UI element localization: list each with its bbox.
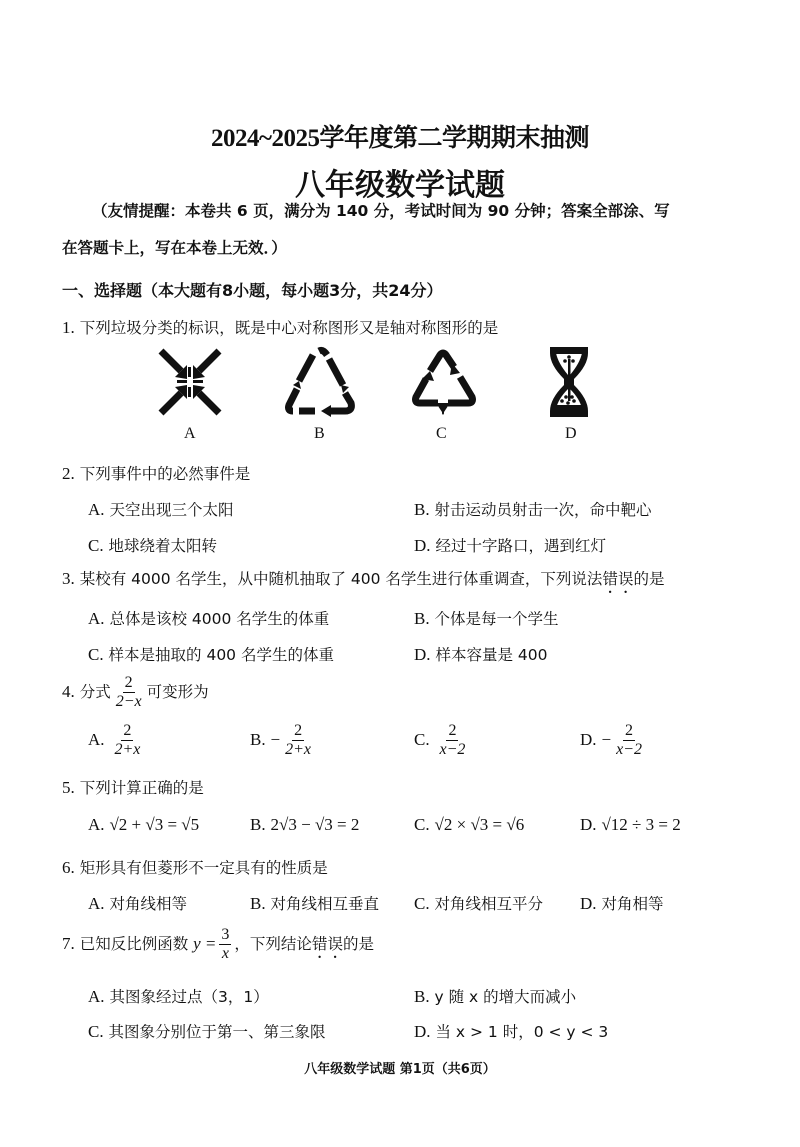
question-stem-pre: 已知反比例函数 <box>79 935 189 953</box>
option-label: D. <box>580 815 597 834</box>
recycle-triangle-icon <box>285 345 355 419</box>
option-a[interactable] <box>88 722 145 759</box>
option-d[interactable] <box>580 892 663 914</box>
option-text: 当 x > 1 时，0 < y < 3 <box>435 1023 609 1041</box>
question-stem-mid: ，下列结论 <box>234 935 312 953</box>
question-number: 6. <box>62 858 75 877</box>
option-c[interactable] <box>414 892 543 914</box>
option-c[interactable] <box>414 722 470 759</box>
option-expression: 2√3 − √3 = 2 <box>270 815 360 834</box>
fraction <box>614 722 644 759</box>
option-label: C. <box>88 645 104 664</box>
exam-title-term: 2024~2025学年度第二学期期末抽测 <box>210 125 589 152</box>
question-stem-emphasis: 错误 <box>602 570 634 588</box>
option-text: 总体是该校 4000 名学生的体重 <box>109 610 330 628</box>
exam-reminder-line1: （友情提醒：本卷共 6 页，满分为 140 分，考试时间为 90 分钟；答案全部涂、写 <box>92 202 670 220</box>
figure-label-d: D <box>565 425 577 442</box>
option-text: 样本容量是 400 <box>435 646 548 664</box>
question-stem: 下列计算正确的是 <box>79 779 204 797</box>
option-expression: √12 ÷ 3 = 2 <box>601 815 681 834</box>
question-6 <box>62 856 328 878</box>
fraction-numerator: 2 <box>123 722 132 739</box>
fraction-denominator: x−2 <box>616 741 642 758</box>
option-sign: − <box>270 730 281 749</box>
option-text: 对角线相等 <box>109 895 187 913</box>
four-arrows-inward-icon <box>155 345 225 419</box>
fraction <box>114 674 144 711</box>
question-7 <box>62 926 374 963</box>
question-1 <box>62 316 498 338</box>
option-d[interactable] <box>414 534 606 556</box>
question-stem-post: 的是 <box>342 935 374 953</box>
exam-title-subject: 八年级数学试题 <box>295 168 505 203</box>
question-number: 3. <box>62 569 75 588</box>
question-stem: 下列垃圾分类的标识，既是中心对称图形又是轴对称图形的是 <box>79 319 499 337</box>
option-text: 射击运动员射击一次，命中靶心 <box>434 501 652 519</box>
question-stem-pre: 分式 <box>79 683 111 701</box>
question-stem: 矩形具有但菱形不一定具有的性质是 <box>79 859 328 877</box>
fraction-denominator: x <box>221 945 229 962</box>
hourglass-icon <box>546 345 592 419</box>
option-label: B. <box>250 730 266 749</box>
option-label: D. <box>414 536 431 555</box>
option-b[interactable] <box>250 815 359 835</box>
question-2 <box>62 462 250 484</box>
option-text: 对角相等 <box>601 895 664 913</box>
option-d[interactable] <box>580 722 647 759</box>
section-heading-multiple-choice: 一、选择题（本大题有8小题，每小题3分，共24分） <box>62 281 443 300</box>
figure-label-b: B <box>314 425 325 442</box>
option-label: A. <box>88 987 105 1006</box>
fraction <box>283 722 313 759</box>
page-footer: 八年级数学试题 第1页（共6页） <box>304 1062 496 1077</box>
option-expression: √2 + √3 = √5 <box>109 815 200 834</box>
fraction-numerator: 2 <box>448 722 457 739</box>
option-label: A. <box>88 609 105 628</box>
question-number: 4. <box>62 682 75 701</box>
fraction-numerator: 2 <box>124 674 133 691</box>
option-label: C. <box>88 536 104 555</box>
question-3 <box>62 567 664 597</box>
question-number: 5. <box>62 778 75 797</box>
option-b[interactable] <box>250 722 316 759</box>
option-text: 其图象经过点（3，1） <box>109 988 269 1006</box>
option-label: D. <box>414 1022 431 1041</box>
figure-label-a: A <box>184 425 196 442</box>
option-label: D. <box>414 645 431 664</box>
fraction-denominator: 2+x <box>114 741 141 758</box>
option-label: A. <box>88 730 105 749</box>
figure-label-c: C <box>436 425 447 442</box>
option-c[interactable] <box>88 534 217 556</box>
question-stem-post: 可变形为 <box>146 683 209 701</box>
option-expression: √2 × √3 = √6 <box>434 815 525 834</box>
fraction-denominator: 2+x <box>285 741 312 758</box>
fraction-numerator: 2 <box>294 722 303 739</box>
option-text: 个体是每一个学生 <box>434 610 559 628</box>
option-label: B. <box>414 500 430 519</box>
option-a[interactable] <box>88 985 269 1007</box>
question-stem-emphasis: 错误 <box>311 935 343 953</box>
option-label: A. <box>88 894 105 913</box>
option-b[interactable] <box>414 607 559 629</box>
fraction <box>112 722 142 759</box>
option-c[interactable] <box>88 1020 326 1042</box>
option-label: A. <box>88 815 105 834</box>
function-lhs: y = <box>193 934 217 953</box>
option-label: C. <box>414 730 430 749</box>
question-4 <box>62 674 209 711</box>
option-label: A. <box>88 500 105 519</box>
question-5 <box>62 776 204 798</box>
option-label: C. <box>414 815 430 834</box>
option-text: 经过十字路口，遇到红灯 <box>435 537 606 555</box>
option-a[interactable] <box>88 607 329 629</box>
option-text: 天空出现三个太阳 <box>109 501 234 519</box>
option-text: 地球绕着太阳转 <box>108 537 218 555</box>
option-c[interactable] <box>88 643 334 665</box>
exam-reminder-line2: 在答题卡上，写在本卷上无效．） <box>62 239 287 257</box>
option-text: 对角线相互平分 <box>434 895 544 913</box>
option-text: 样本是抽取的 400 名学生的体重 <box>108 646 334 664</box>
option-a[interactable] <box>88 892 187 914</box>
question-stem-pre: 某校有 4000 名学生，从中随机抽取了 400 名学生进行体重调查，下列说法 <box>79 570 603 588</box>
option-text: 其图象分别位于第一、第三象限 <box>108 1023 326 1041</box>
option-label: D. <box>580 894 597 913</box>
option-label: B. <box>250 815 266 834</box>
fraction-numerator: 3 <box>221 926 230 943</box>
option-d[interactable] <box>580 815 681 835</box>
option-b[interactable] <box>414 498 652 520</box>
option-b[interactable] <box>414 985 576 1007</box>
option-d[interactable] <box>414 1020 608 1042</box>
option-b[interactable] <box>250 892 379 914</box>
question-stem-post: 的是 <box>633 570 665 588</box>
option-label: C. <box>88 1022 104 1041</box>
option-a[interactable] <box>88 815 199 835</box>
option-label: D. <box>580 730 597 749</box>
fraction-denominator: 2−x <box>115 693 142 710</box>
fraction <box>219 926 231 963</box>
recycle-triangle-arrows-down-icon <box>408 345 478 419</box>
option-label: B. <box>250 894 266 913</box>
option-text: y 随 x 的增大而减小 <box>434 988 577 1006</box>
option-c[interactable] <box>414 815 524 835</box>
fraction-numerator: 2 <box>625 722 634 739</box>
option-label: B. <box>414 609 430 628</box>
option-text: 对角线相互垂直 <box>270 895 380 913</box>
option-d[interactable] <box>414 643 547 665</box>
fraction <box>438 722 468 759</box>
question-number: 1. <box>62 318 75 337</box>
option-label: C. <box>414 894 430 913</box>
question-number: 7. <box>62 934 75 953</box>
question-number: 2. <box>62 464 75 483</box>
question-stem: 下列事件中的必然事件是 <box>79 465 251 483</box>
option-sign: − <box>601 730 612 749</box>
option-label: B. <box>414 987 430 1006</box>
option-a[interactable] <box>88 498 233 520</box>
fraction-denominator: x−2 <box>439 741 466 758</box>
